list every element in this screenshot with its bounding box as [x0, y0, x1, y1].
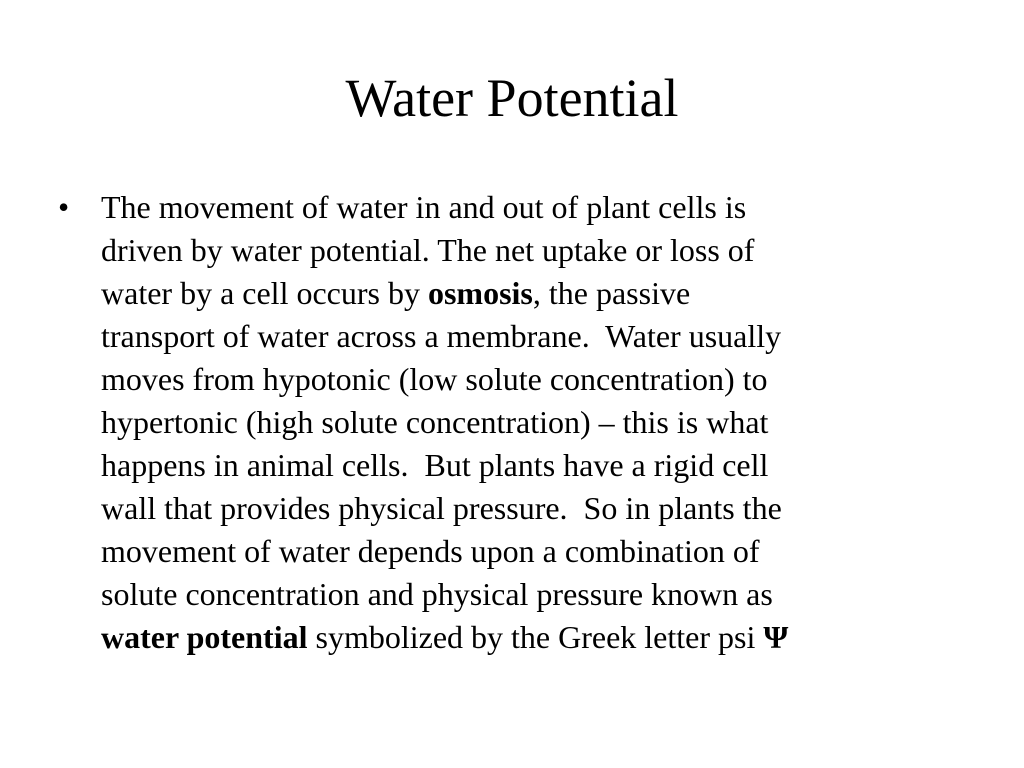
paragraph-line-7: happens in animal cells. But plants have a rigid cell: [101, 447, 769, 483]
paragraph-line-10: solute concentration and physical pressure known as: [101, 576, 773, 612]
paragraph-line-11: [101, 619, 788, 655]
paragraph-line-3-text-a: water by a cell occurs by: [101, 275, 428, 311]
paragraph-line-9: movement of water depends upon a combination of: [101, 533, 760, 569]
osmosis-term: osmosis: [427, 275, 533, 311]
psi-symbol: Ψ: [763, 619, 789, 655]
paragraph-line-3: [101, 275, 690, 311]
paragraph-line-8: wall that provides physical pressure. So in plants the: [101, 490, 782, 526]
bullet-list: [58, 186, 963, 659]
paragraph-line-2: driven by water potential. The net uptake or loss of: [101, 232, 755, 268]
water-potential-term: water potential: [101, 619, 308, 655]
paragraph-line-3-text-b: , the passive: [532, 275, 691, 311]
slide-title: Water Potential: [345, 68, 679, 128]
paragraph-line-4: transport of water across a membrane. Water usually: [101, 318, 782, 354]
bullet-dot-icon: •: [58, 189, 70, 225]
bullet-item: [58, 186, 963, 659]
paragraph-line-5: moves from hypotonic (low solute concentration) to: [101, 361, 768, 397]
paragraph-line-1: The movement of water in and out of plant cells is: [101, 189, 747, 225]
paragraph-line-11-text: symbolized by the Greek letter psi: [307, 619, 764, 655]
paragraph-line-6: hypertonic (high solute concentration) – this is what: [101, 404, 769, 440]
